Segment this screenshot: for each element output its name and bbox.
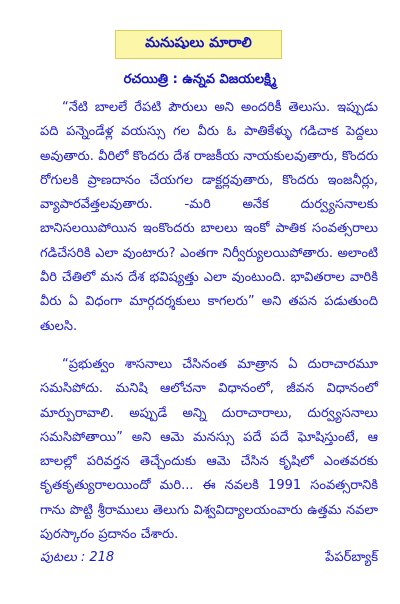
description-paragraph-2: “ప్రభుత్వం శాసనాలు చేసినంత మాత్రాన ఏ దురాచారమూ సమసిపోదు. మనిషి ఆలోచనా విధానంలో, జీవన విధానంలో మార్పురావాలి. అప్పుడే అన్ని దురాచారాలు, దుర్వ్యసనాలు సమసిపోతాయి” అని ఆమె మనస్సు పదే పదే ఘోషిస్తుంటే, ఆ బాలల్లో పరివర్తన తెచ్చేందుకు ఆమె చేసిన కృషిలో ఎంతవరకు కృతకృత్యురాలయిందో మరి... ఈ నవలకి 1991 సంవత్సరానికి గాను పొట్టి శ్రీరాములు తెలుగు విశ్వవిద్యాలయంవారు ఉత్తమ నవలా పురస్కారం ప్రదానం చేశారు. [40,356,378,543]
book-title-box [115,30,282,59]
binding-type: పేపర్‌బ్యాక్ [325,550,378,565]
book-footer [40,550,378,572]
description-paragraph-1: “నేటి బాలలే రేపటి పౌరులు అని అందరికీ తెలుసు. ఇప్పుడు పది పన్నెండేళ్ల వయస్సు గల వీరు ఓ పాతికేళ్ళు గడిచాక పెద్దలు అవుతారు. వీరిలో కొందరు దేశ రాజకీయ నాయకులవుతారు, కొందరు రోగులకి ప్రాణదానం చేయగల డాక్టర్లవుతారు, కొందరు ఇంజనీర్లు, వ్యాపారవేత్తలవుతారు. -మరి అనేక దుర్వ్యసనాలకు బానిసలయిపోయిన ఇంకొందరు బాలలు ఇంకో పాతిక సంవత్సరాలు గడిచేసరికి ఎలా వుంటారు? ఎంతగా నిర్వీర్యులయిపోతారు. అలాంటి వీరి చేతిలో మన దేశ భవిష్యత్తు ఎలా వుంటుంది. భావితరాల వారికి వీరు ఏ విధంగా మార్గదర్శకులు కాగలరు” అని తపన పడుతుంది తులసి. [40,100,378,334]
description-body [40,96,378,547]
book-title: మనుషులు మారాలి [145,35,252,51]
author-line: రచయిత్రి : ఉన్నవ విజయలక్ష్మి [123,72,277,87]
page-count: పుటలు : 218 [40,550,115,565]
